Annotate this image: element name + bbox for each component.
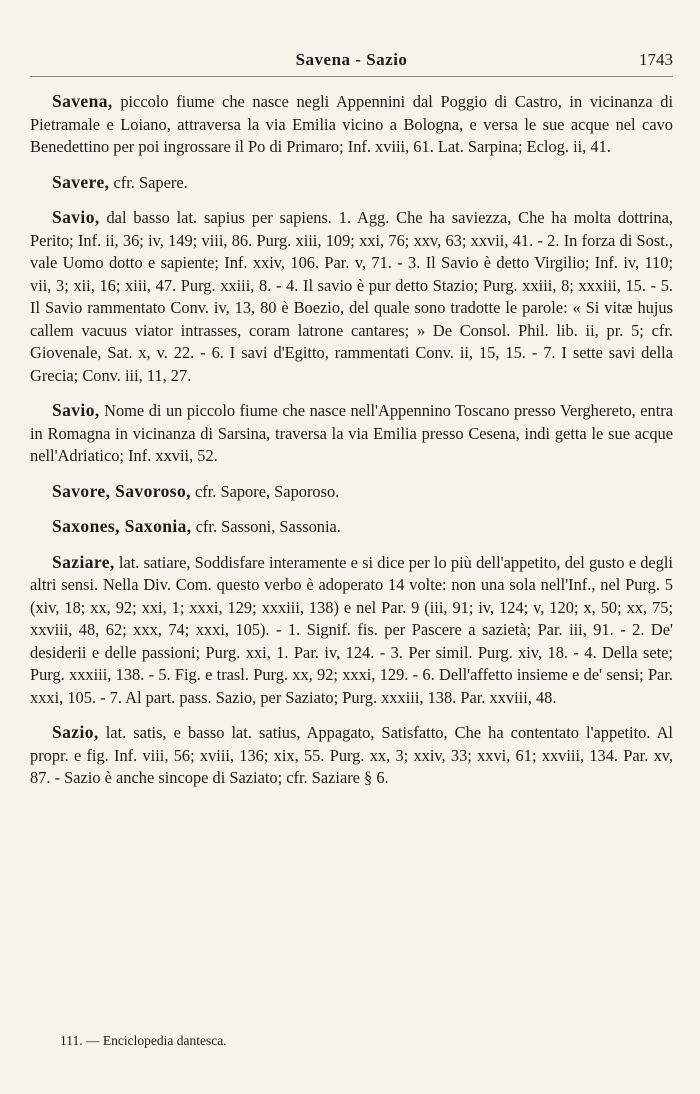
headword: Saxones, Saxonia, xyxy=(52,516,192,536)
entry-savio-agg xyxy=(30,206,673,387)
headword: Sazio, xyxy=(52,722,99,742)
entry-savio-fiume xyxy=(30,399,673,468)
headword: Savena, xyxy=(52,91,113,111)
entry-text: cfr. Sapere. xyxy=(113,172,188,192)
entry-text: cfr. Sapore, Saporoso. xyxy=(194,481,340,501)
entry-text: Nome di un piccolo fiume che nasce nell'Appennino Toscano presso Verghereto, entra in Romagna in vicinanza di Sarsina, traversa la via Emilia presso Cesena, indi getta le sue acque nell'Adriatico; Inf. xxvii, 52. xyxy=(30,401,673,465)
headword: Savore, Savoroso, xyxy=(52,480,191,501)
entry-text: cfr. Sassoni, Sassonia. xyxy=(195,517,341,536)
entry-text: lat. satiare, Soddisfare interamente e si dice per lo più dell'appetito, del gusto e degli altri sensi. Nella Div. Com. questo verbo è adoperato 14 volte: non una sola nell'Inf., nel Purg. 5 (xiv, 18; xx, 92; xxi, 1; xxxi, 129; xxxiii, 138) e nel Par. 9 (iii, 91; iv, 124; v, 120; x, 50; xx, 75; xxviii, 48, 62; xxx, 74; xxxi, 105). - 1. Signif. fis. per Pascere a sazietà; Par. iii, 91. - 2. De' desiderii e delle passioni; Purg. xxi, 1. Par. iv, 124. - 3. Per simil. Purg. xiv, 18. - 4. Della sete; Purg. xxxiii, 138. - 5. Fig. e trasl. Purg. xx, 92; xxxi, 129. - 6. Dell'affetto insieme e de' sensi; Par. xxxi, 105. - 7. Al part. pass. Sazio, per Saziato; Purg. xxxiii, 138. Par. xxviii, 48. xyxy=(30,552,673,707)
entry-text: dal basso lat. sapius per sapiens. 1. Agg. Che ha saviezza, Che ha molta dottrina, Perito; Inf. ii, 36; iv, 149; viii, 86. Purg. xiii, 109; xxi, 76; xxv, 63; xxvii, 41. - 2. In forza di Sost., vale Uomo dotto e sapiente; Inf. xxiv, 106. Par. v, 71. - 3. Il Savio è detto Virgilio; Inf. iv, 110; vii, 3; xii, 16; xiii, 47. Purg. xxiii, 8. - 4. Il savio è pur detto Stazio; Purg. xxiii, 8; xxxiii, 15. - 5. Il Savio rammentato Conv. iv, 13, 80 è Boezio, del quale sono tradotte le parole: « Si vitæ hujus callem vacuus viator intrasses, coram latrone cantares; » De Consol. Phil. lib. ii, pr. 5; cfr. Giovenale, Sat. x, v. 22. - 6. I savi d'Egitto, rammentati Conv. ii, 15, 15. - 7. I sette savi della Grecia; Conv. iii, 11, 27. xyxy=(30,208,673,385)
headword: Savio, xyxy=(52,400,100,420)
entry-text: lat. satis, e basso lat. satius, Appagato, Satisfatto, Che ha contentato l'appetito. Al propr. e fig. Inf. viii, 56; xviii, 136; xix, 55. Purg. xx, 3; xxiv, 33; xxvi, 61; xxviii, 134. Par. xv, 87. - Sazio è anche sincope di Saziato; cfr. Saziare § 6. xyxy=(30,723,673,787)
running-head xyxy=(30,50,673,72)
header-rule xyxy=(30,76,673,77)
entry-saziare xyxy=(30,551,673,710)
headword: Savio, xyxy=(52,207,100,227)
entry-savena xyxy=(30,90,673,159)
entry-savore xyxy=(30,480,673,504)
headword: Savere, xyxy=(52,171,110,192)
entries-column xyxy=(30,90,673,802)
entry-saxones xyxy=(30,515,673,539)
running-title: Savena - Sazio xyxy=(295,50,408,69)
entry-sazio xyxy=(30,721,673,790)
entry-savere xyxy=(30,171,673,195)
signature-line: 111. — Enciclopedia dantesca. xyxy=(60,1033,227,1048)
headword: Saziare, xyxy=(52,551,115,572)
entry-text: piccolo fiume che nasce negli Appennini dal Poggio di Castro, in vicinanza di Pietramale e Loiano, attraversa la via Emilia vicino a Bologna, e versa le sue acque nel cavo Benedettino per poi ingrossare il Po di Primaro; Inf. xviii, 61. Lat. Sarpina; Eclog. ii, 41. xyxy=(30,92,673,156)
page-number: 1743 xyxy=(639,50,673,69)
